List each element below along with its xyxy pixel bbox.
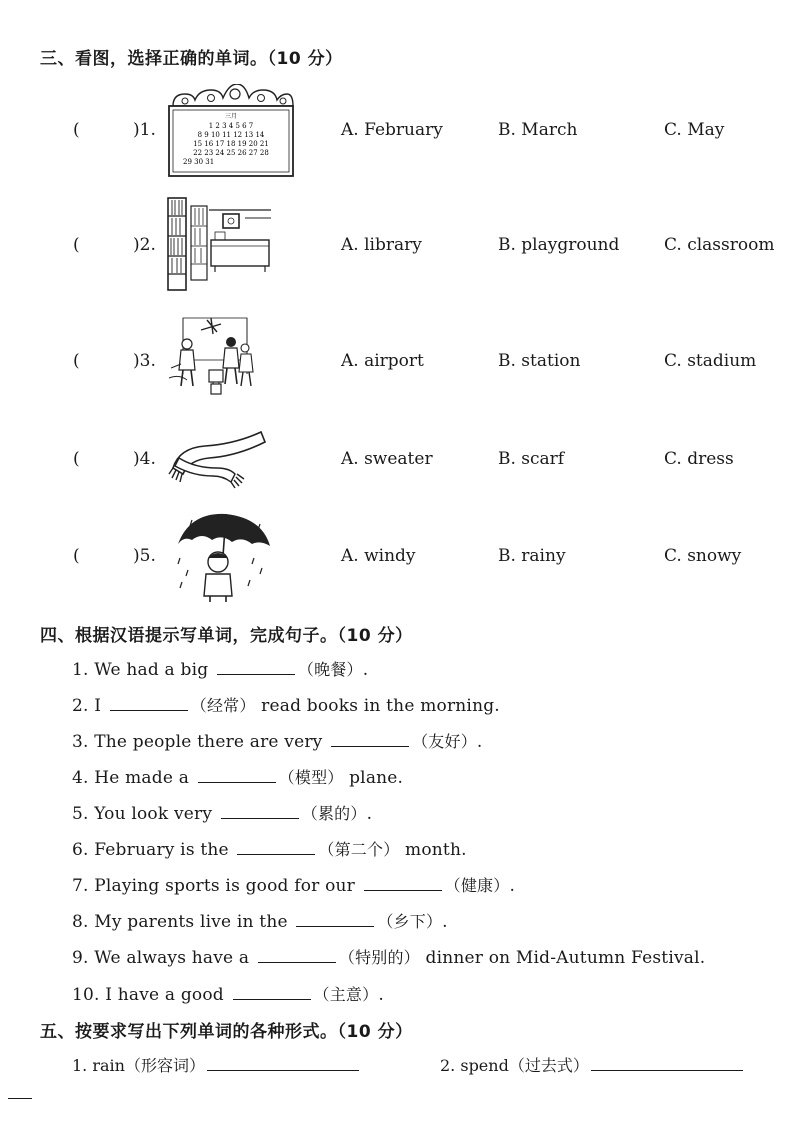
sentence-text: plane.: [349, 768, 404, 788]
option-a: A. airport: [341, 351, 424, 371]
sentence-text: .: [366, 804, 373, 824]
answer-blank[interactable]: [233, 983, 311, 1000]
option-b: B. scarf: [498, 449, 565, 469]
option-a: A. February: [341, 120, 443, 140]
sentence-text: 9. We always have a: [72, 948, 250, 968]
answer-bracket[interactable]: (: [73, 546, 80, 566]
option-a: A. windy: [341, 546, 416, 566]
chinese-hint: （模型）: [278, 768, 344, 787]
option-c: C. stadium: [664, 351, 757, 371]
answer-blank[interactable]: [296, 910, 374, 927]
umbrella-icon: [170, 510, 274, 604]
sentence-text: .: [378, 985, 384, 1005]
question-row-3: [0, 351, 794, 381]
sentence-text: 6. February is the: [72, 840, 229, 860]
calendar-month: 三月: [224, 113, 238, 120]
answer-blank[interactable]: [331, 730, 409, 747]
sentence-text: 10. I have a good: [72, 985, 224, 1005]
answer-blank[interactable]: [110, 694, 188, 711]
word-form-label: 2. spend（过去式）: [440, 1056, 589, 1075]
fill-sentence-2: [72, 693, 500, 716]
question-number: )2.: [133, 235, 156, 255]
sentence-text: month.: [405, 840, 467, 860]
option-b: B. March: [498, 120, 578, 140]
fill-sentence-9: [72, 945, 705, 968]
fill-sentence-3: [72, 729, 483, 752]
sentence-text: read books in the morning.: [261, 696, 500, 716]
sentence-text: .: [362, 660, 369, 680]
sentence-text: 2. I: [72, 696, 102, 716]
answer-blank[interactable]: [591, 1054, 743, 1071]
option-b: B. station: [498, 351, 581, 371]
section4-title: 四、根据汉语提示写单词，完成句子。（10 分）: [40, 626, 413, 646]
answer-blank[interactable]: [237, 838, 315, 855]
page-edge-mark: [8, 1098, 32, 1099]
sentence-text: dinner on Mid-Autumn Festival.: [425, 948, 706, 968]
scarf-icon: [165, 428, 271, 492]
sentence-text: 4. He made a: [72, 768, 190, 788]
chinese-hint: （友好）: [412, 732, 477, 751]
section3-title: 三、看图，选择正确的单词。（10 分）: [40, 49, 343, 69]
fill-sentence-10: [72, 982, 384, 1005]
fill-sentence-1: [72, 657, 368, 680]
question-row-4: [0, 449, 794, 479]
section5-title: 五、按要求写出下列单词的各种形式。（10 分）: [40, 1022, 413, 1042]
answer-blank[interactable]: [217, 658, 295, 675]
fill-sentence-6: [72, 837, 467, 860]
sentence-text: .: [509, 876, 516, 896]
question-row-5: [0, 546, 794, 576]
answer-bracket[interactable]: (: [73, 235, 80, 255]
answer-bracket[interactable]: (: [73, 351, 80, 371]
option-c: C. dress: [664, 449, 734, 469]
answer-blank[interactable]: [364, 874, 442, 891]
word-form-item-1: [72, 1053, 359, 1076]
sentence-text: 7. Playing sports is good for our: [72, 876, 356, 896]
fill-sentence-8: [72, 909, 448, 932]
chinese-hint: （经常）: [190, 696, 256, 715]
question-row-1: [0, 120, 794, 150]
chinese-hint: （健康）: [444, 876, 510, 895]
answer-bracket[interactable]: (: [73, 120, 80, 140]
calendar-row: 15 16 17 18 19 20 21: [193, 140, 269, 148]
answer-blank[interactable]: [258, 946, 336, 963]
question-number: )4.: [133, 449, 156, 469]
option-b: B. rainy: [498, 546, 566, 566]
library-icon: [165, 196, 273, 292]
calendar-row: 22 23 24 25 26 27 28: [193, 149, 269, 157]
word-form-label: 1. rain（形容词）: [72, 1056, 205, 1075]
calendar-row: 1 2 3 4 5 6 7: [208, 122, 254, 130]
fill-sentence-5: [72, 801, 372, 824]
question-number: )1.: [133, 120, 156, 140]
sentence-text: 1. We had a big: [72, 660, 209, 680]
fill-sentence-4: [72, 765, 403, 788]
option-a: A. sweater: [341, 449, 433, 469]
answer-blank[interactable]: [198, 766, 276, 783]
option-b: B. playground: [498, 235, 620, 255]
sentence-text: 5. You look very: [72, 804, 213, 824]
chinese-hint: （乡下）: [377, 912, 443, 931]
sentence-text: 3. The people there are very: [72, 732, 323, 752]
option-c: C. snowy: [664, 546, 742, 566]
option-a: A. library: [341, 235, 422, 255]
word-form-item-2: [440, 1053, 743, 1076]
chinese-hint: （主意）: [313, 985, 379, 1004]
option-c: C. May: [664, 120, 725, 140]
fill-sentence-7: [72, 873, 515, 896]
sentence-text: 8. My parents live in the: [72, 912, 288, 932]
question-row-2: [0, 235, 794, 265]
sentence-text: .: [442, 912, 448, 932]
chinese-hint: （累的）: [301, 804, 367, 823]
option-c: C. classroom: [664, 235, 775, 255]
chinese-hint: （第二个）: [318, 840, 400, 859]
calendar-row: 29 30 31: [183, 158, 215, 166]
answer-blank[interactable]: [207, 1054, 359, 1071]
question-number: )3.: [133, 351, 156, 371]
answer-bracket[interactable]: (: [73, 449, 80, 469]
airport-icon: [165, 314, 265, 400]
chinese-hint: （晚餐）: [297, 660, 363, 679]
question-number: )5.: [133, 546, 156, 566]
calendar-row: 8 9 10 11 12 13 14: [197, 131, 265, 139]
sentence-text: .: [476, 732, 483, 752]
answer-blank[interactable]: [221, 802, 299, 819]
chinese-hint: （特别的）: [338, 948, 420, 967]
calendar-icon: [165, 84, 295, 178]
